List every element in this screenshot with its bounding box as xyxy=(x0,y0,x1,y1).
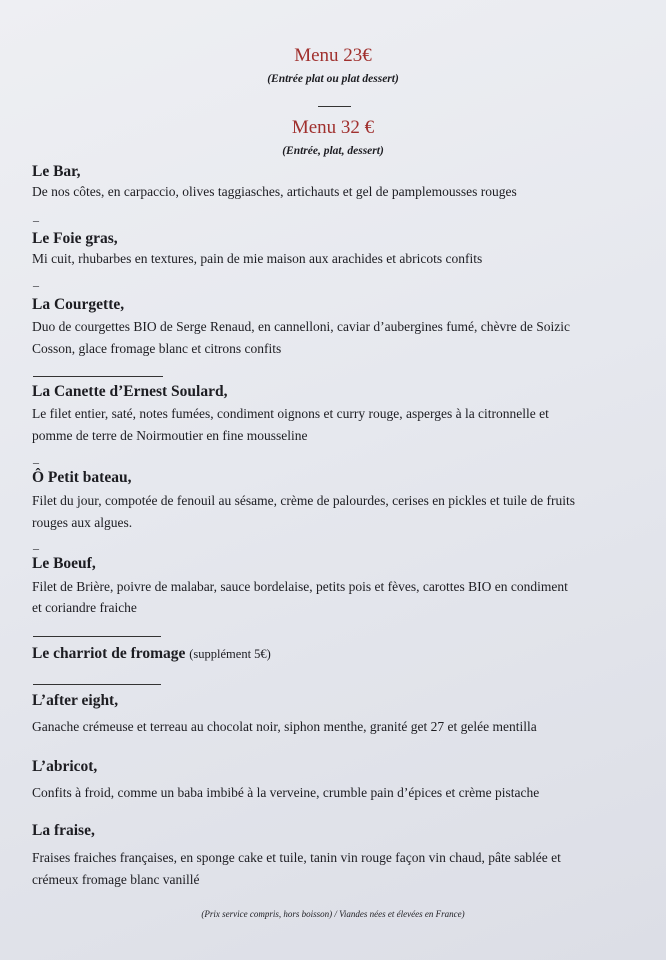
dish-name: Le Bar, xyxy=(32,163,81,180)
separator-dash: _ xyxy=(33,274,39,288)
dish-description: Duo de courgettes BIO de Serge Renaud, en cannelloni, caviar d’aubergines fumé, chèvre de Soizic xyxy=(32,319,570,334)
dish-name: L’abricot, xyxy=(32,758,98,775)
section-divider xyxy=(33,636,161,637)
dish-description: Filet du jour, compotée de fenouil au sésame, crème de palourdes, cerises en pickles et tuile de fruits xyxy=(32,493,576,508)
separator-dash: _ xyxy=(33,537,39,551)
dish-name: Le Foie gras, xyxy=(32,230,118,247)
dish-name: Ô Petit bateau, xyxy=(32,469,132,486)
dish-description: De nos côtes, en carpaccio, olives taggiasches, artichauts et gel de pamplemousses rouges xyxy=(32,184,517,199)
dish-name: La Canette d’Ernest Soulard, xyxy=(32,383,228,400)
dish-description: crémeux fromage blanc vanillé xyxy=(32,872,200,887)
header-divider xyxy=(318,106,351,107)
menu-32-subtitle: (Entrée, plat, dessert) xyxy=(282,145,384,157)
dish-description: Ganache crémeuse et terreau au chocolat noir, siphon menthe, granité get 27 et gelée mentilla xyxy=(32,719,537,734)
dish-name: L’after eight, xyxy=(32,692,119,709)
section-divider xyxy=(33,376,163,377)
footer-note: (Prix service compris, hors boisson) / Viandes nées et élevées en France) xyxy=(201,909,465,919)
dish-name: Le Boeuf, xyxy=(32,555,96,572)
dish-description: pomme de terre de Noirmoutier en fine mousseline xyxy=(32,428,308,443)
dish-name: La Courgette, xyxy=(32,296,125,313)
dish-description: rouges aux algues. xyxy=(32,515,133,530)
dish-description: Confits à froid, comme un baba imbibé à la verveine, crumble pain d’épices et crème pistache xyxy=(32,785,540,800)
dish-description: et coriandre fraiche xyxy=(32,600,137,615)
section-divider xyxy=(33,684,161,685)
dish-description: Cosson, glace fromage blanc et citrons confits xyxy=(32,341,282,356)
dish-name: Le charriot de fromage xyxy=(32,645,186,662)
separator-dash: _ xyxy=(33,209,39,223)
dish-description: Fraises fraiches françaises, en sponge cake et tuile, tanin vin rouge façon vin chaud, pâte sablée et xyxy=(32,850,561,865)
dish-description: Mi cuit, rhubarbes en textures, pain de mie maison aux arachides et abricots confits xyxy=(32,251,483,266)
dish-name: La fraise, xyxy=(32,822,95,839)
dish-description: Filet de Brière, poivre de malabar, sauce bordelaise, petits pois et fèves, carottes BIO en condiment xyxy=(32,579,568,594)
menu-23-subtitle: (Entrée plat ou plat dessert) xyxy=(267,73,399,85)
cheese-course xyxy=(32,645,271,663)
dish-description: Le filet entier, saté, notes fumées, condiment oignons et curry rouge, asperges à la citronnelle et xyxy=(32,406,549,421)
menu-32-title: Menu 32 € xyxy=(291,117,375,138)
supplement-price: (supplément 5€) xyxy=(189,647,271,661)
menu-23-title: Menu 23€ xyxy=(294,45,372,66)
separator-dash: _ xyxy=(33,451,39,465)
